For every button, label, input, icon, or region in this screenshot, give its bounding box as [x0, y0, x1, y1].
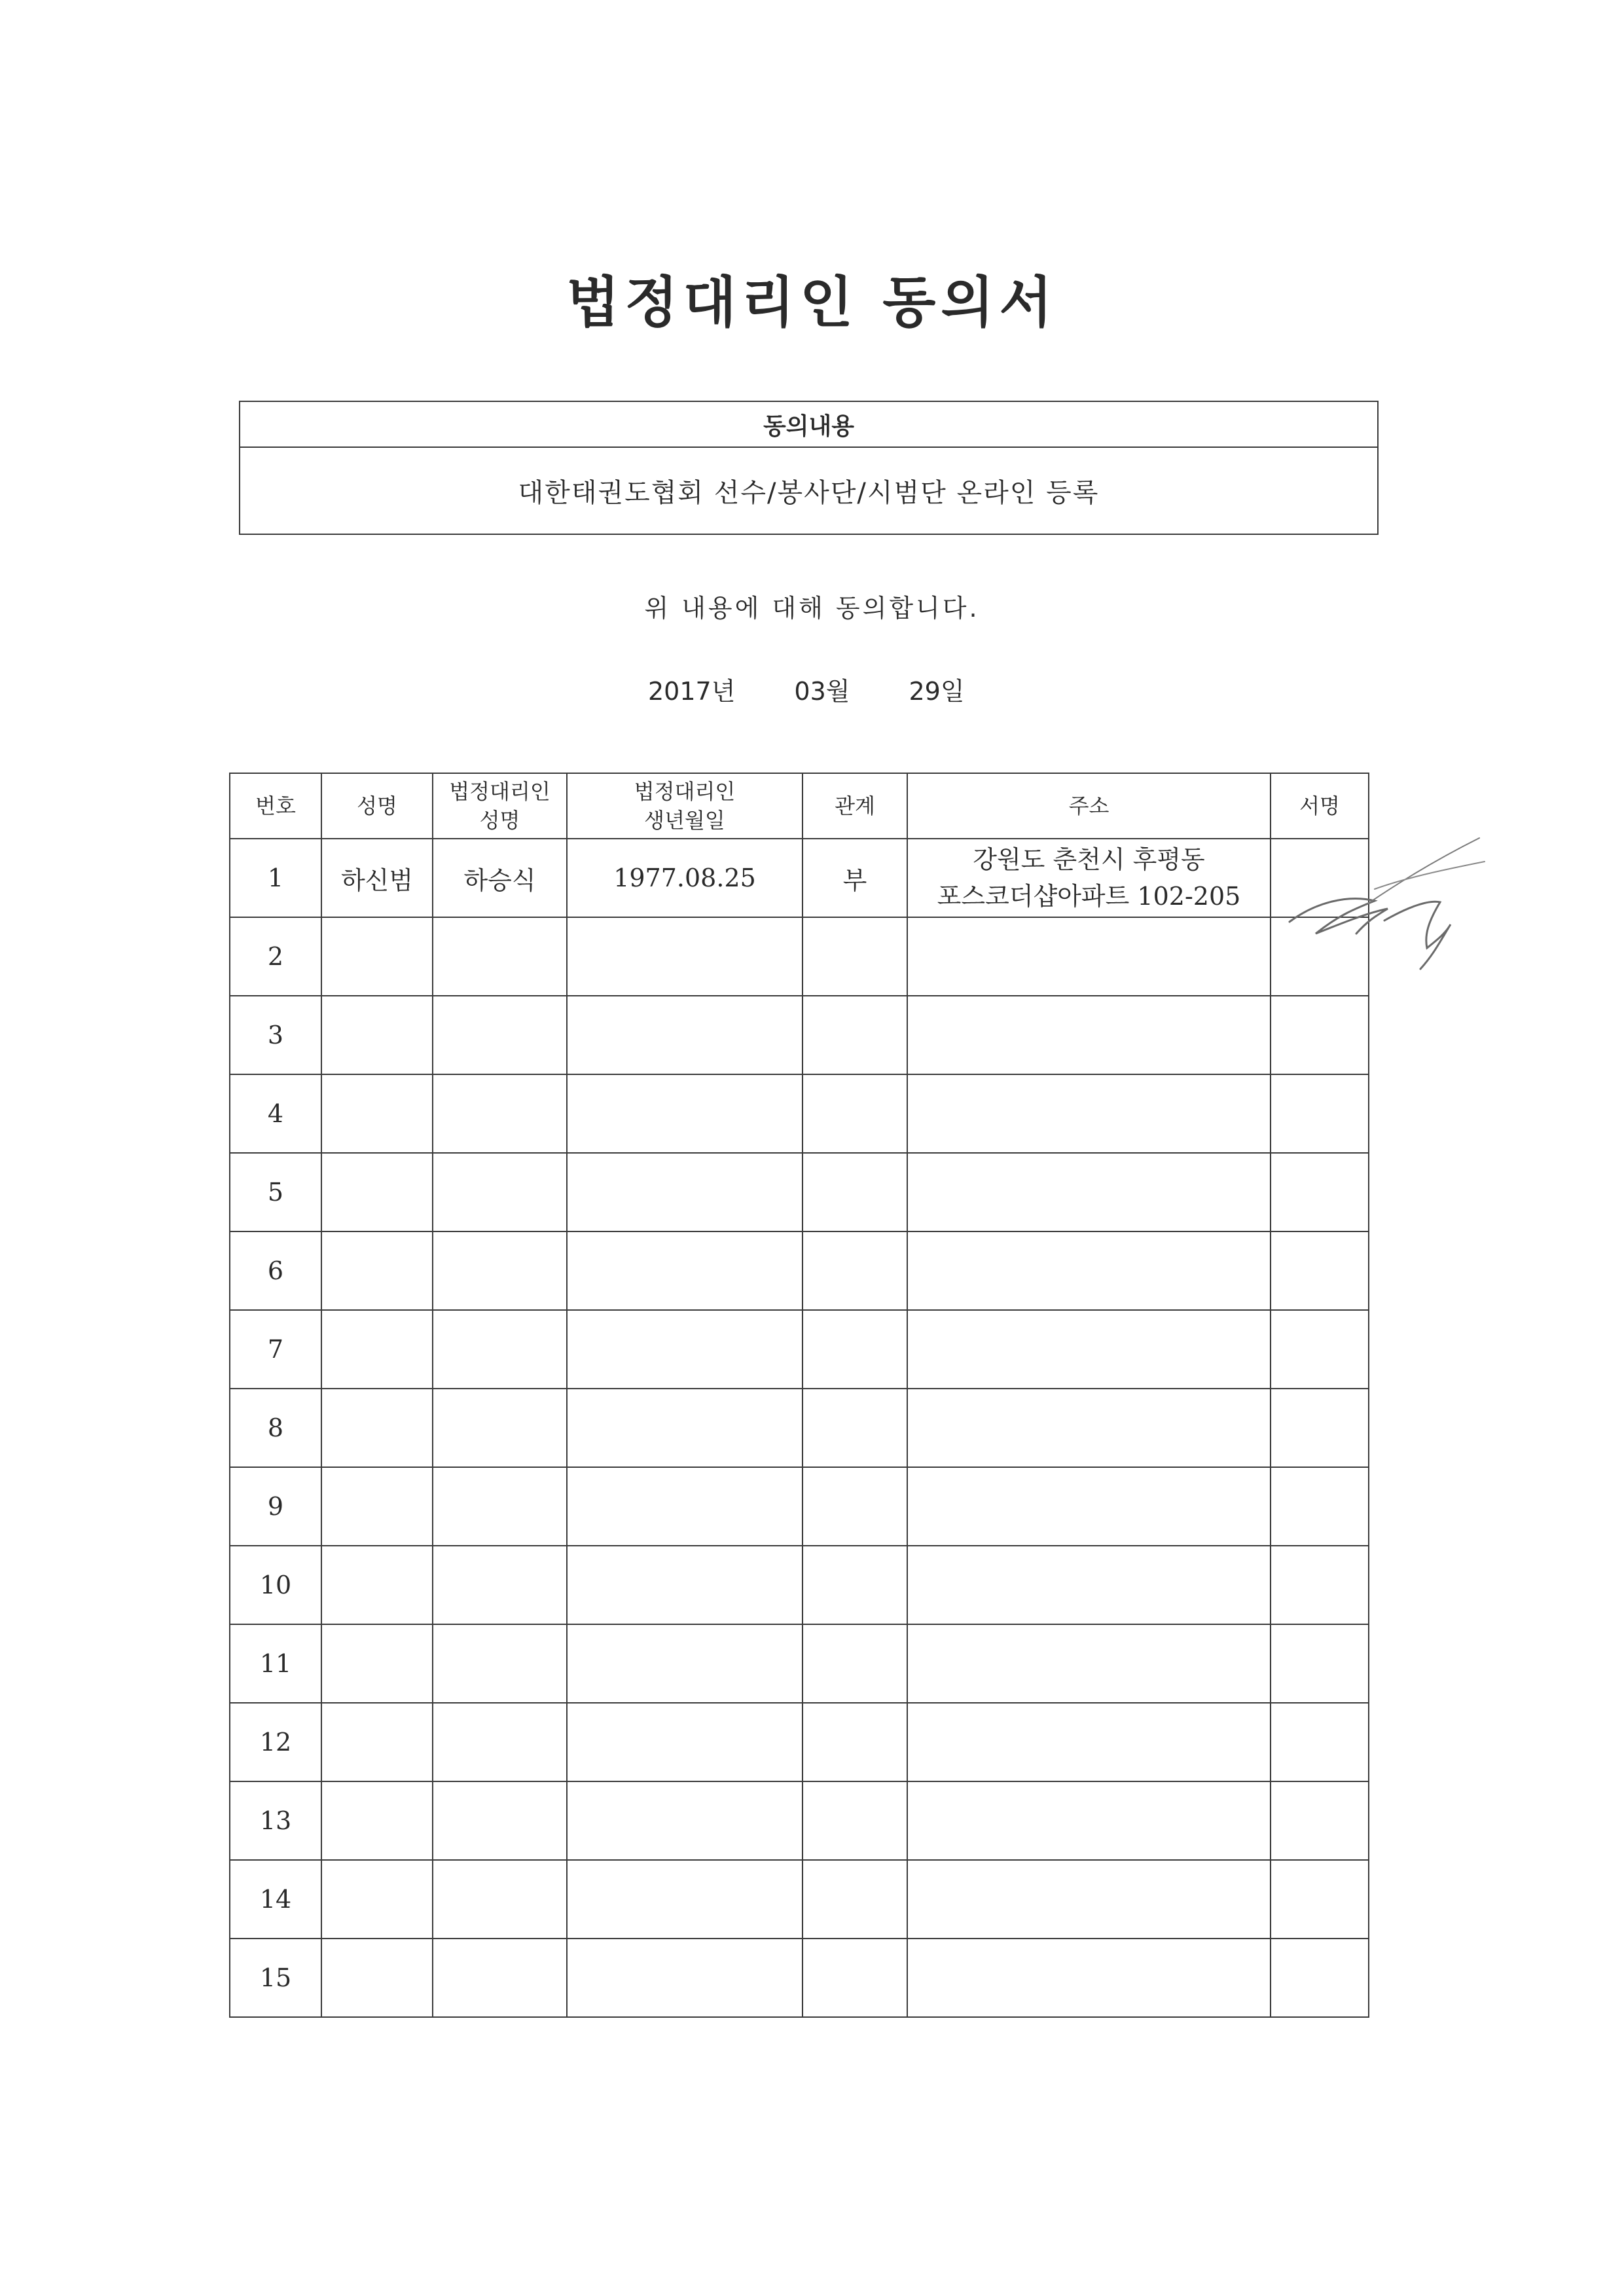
row-address — [907, 1860, 1271, 1939]
table-row — [230, 1939, 1369, 2017]
row-number: 3 — [230, 996, 321, 1074]
row-number: 8 — [230, 1389, 321, 1467]
row-name: 하신범 — [321, 839, 433, 917]
header-guardian-birth-line1: 법정대리인 — [634, 779, 736, 804]
row-guardian-name — [433, 1939, 567, 2017]
header-address: 주소 — [907, 773, 1271, 839]
row-relation — [803, 917, 907, 996]
row-guardian-birth — [567, 1703, 803, 1781]
row-guardian-birth — [567, 1074, 803, 1153]
header-guardian-birth-line2: 생년월일 — [644, 808, 725, 833]
row-guardian-name: 하승식 — [433, 839, 567, 917]
row-name — [321, 1467, 433, 1546]
row-guardian-name — [433, 1703, 567, 1781]
row-number: 5 — [230, 1153, 321, 1231]
row-name — [321, 1389, 433, 1467]
row-guardian-name — [433, 1860, 567, 1939]
row-guardian-birth — [567, 1860, 803, 1939]
row-address — [907, 1153, 1271, 1231]
agree-statement: 위 내용에 대해 동의합니다. — [644, 594, 980, 623]
table-row — [230, 1624, 1369, 1703]
row-guardian-birth — [567, 1939, 803, 2017]
table-row — [230, 1231, 1369, 1310]
date-line — [648, 671, 965, 707]
row-guardian-name — [433, 1467, 567, 1546]
header-sign: 서명 — [1271, 773, 1369, 839]
header-name: 성명 — [321, 773, 433, 839]
row-address — [907, 1703, 1271, 1781]
row-guardian-birth — [567, 1546, 803, 1624]
consent-box — [239, 401, 1379, 535]
table-row — [230, 1389, 1369, 1467]
row-address — [907, 1781, 1271, 1860]
row-address-line1: 강원도 춘천시 후평동 — [973, 845, 1205, 874]
row-address — [907, 1624, 1271, 1703]
date-month: 03월 — [794, 677, 850, 706]
header-no: 번호 — [230, 773, 321, 839]
row-number: 12 — [230, 1703, 321, 1781]
row-number: 15 — [230, 1939, 321, 2017]
document-title: 법정대리인 동의서 — [566, 270, 1058, 335]
row-relation — [803, 1624, 907, 1703]
row-relation — [803, 1467, 907, 1546]
row-guardian-name — [433, 1074, 567, 1153]
row-address — [907, 1310, 1271, 1389]
table-row — [230, 996, 1369, 1074]
header-guardian-name-line2: 성명 — [479, 808, 520, 833]
row-relation — [803, 1703, 907, 1781]
row-number: 13 — [230, 1781, 321, 1860]
row-guardian-birth — [567, 1781, 803, 1860]
row-relation — [803, 1860, 907, 1939]
row-number: 11 — [230, 1624, 321, 1703]
handwritten-signature — [1276, 824, 1492, 974]
header-guardian-birth — [567, 773, 803, 839]
row-relation — [803, 1939, 907, 2017]
header-relation: 관계 — [803, 773, 907, 839]
table-row — [230, 1781, 1369, 1860]
row-guardian-name — [433, 1310, 567, 1389]
table-row — [230, 1860, 1369, 1939]
row-sign — [1271, 1074, 1369, 1153]
row-address — [907, 917, 1271, 996]
row-guardian-birth — [567, 1310, 803, 1389]
row-address — [907, 996, 1271, 1074]
row-name — [321, 1624, 433, 1703]
row-guardian-birth — [567, 996, 803, 1074]
row-sign — [1271, 1860, 1369, 1939]
consent-header: 동의내용 — [240, 402, 1377, 448]
row-guardian-birth — [567, 1467, 803, 1546]
row-name — [321, 1781, 433, 1860]
date-year: 2017년 — [648, 677, 736, 706]
row-guardian-birth — [567, 1624, 803, 1703]
row-sign — [1271, 1231, 1369, 1310]
row-address-line2: 포스코더샵아파트 102-205 — [937, 882, 1241, 911]
row-name — [321, 1703, 433, 1781]
row-relation — [803, 996, 907, 1074]
row-sign — [1271, 1153, 1369, 1231]
row-address — [907, 1467, 1271, 1546]
table-row — [230, 1546, 1369, 1624]
row-guardian-name — [433, 996, 567, 1074]
row-number: 10 — [230, 1546, 321, 1624]
row-name — [321, 1310, 433, 1389]
row-number: 14 — [230, 1860, 321, 1939]
row-sign — [1271, 1703, 1369, 1781]
table-row — [230, 1074, 1369, 1153]
row-address — [907, 1074, 1271, 1153]
row-guardian-name — [433, 1546, 567, 1624]
row-name — [321, 1546, 433, 1624]
row-name — [321, 996, 433, 1074]
row-guardian-birth — [567, 1153, 803, 1231]
row-name — [321, 1153, 433, 1231]
row-name — [321, 1074, 433, 1153]
header-guardian-name — [433, 773, 567, 839]
table-header-row — [230, 773, 1369, 839]
row-guardian-birth — [567, 1231, 803, 1310]
row-address — [907, 839, 1271, 917]
row-guardian-name — [433, 917, 567, 996]
row-relation — [803, 1231, 907, 1310]
row-name — [321, 1939, 433, 2017]
row-relation — [803, 1389, 907, 1467]
row-sign — [1271, 1624, 1369, 1703]
row-sign — [1271, 1939, 1369, 2017]
row-guardian-name — [433, 1781, 567, 1860]
row-guardian-birth — [567, 917, 803, 996]
row-number: 1 — [230, 839, 321, 917]
row-address — [907, 1546, 1271, 1624]
row-relation — [803, 1546, 907, 1624]
row-name — [321, 1231, 433, 1310]
row-guardian-name — [433, 1389, 567, 1467]
row-relation: 부 — [803, 839, 907, 917]
row-relation — [803, 1153, 907, 1231]
table-row — [230, 1310, 1369, 1389]
row-number: 9 — [230, 1467, 321, 1546]
row-number: 4 — [230, 1074, 321, 1153]
row-guardian-name — [433, 1231, 567, 1310]
row-address — [907, 1939, 1271, 2017]
row-relation — [803, 1074, 907, 1153]
row-guardian-birth — [567, 1389, 803, 1467]
row-relation — [803, 1781, 907, 1860]
guardian-table — [229, 773, 1369, 2018]
row-address — [907, 1389, 1271, 1467]
date-day: 29일 — [909, 677, 965, 706]
table-row — [230, 1467, 1369, 1546]
row-number: 2 — [230, 917, 321, 996]
row-sign — [1271, 1546, 1369, 1624]
table-body — [230, 839, 1369, 2017]
row-guardian-name — [433, 1624, 567, 1703]
row-name — [321, 1860, 433, 1939]
table-row — [230, 1703, 1369, 1781]
header-guardian-name-line1: 법정대리인 — [449, 779, 550, 804]
row-relation — [803, 1310, 907, 1389]
table-row — [230, 839, 1369, 917]
table-row — [230, 1153, 1369, 1231]
row-number: 7 — [230, 1310, 321, 1389]
row-sign — [1271, 1781, 1369, 1860]
row-guardian-birth: 1977.08.25 — [567, 839, 803, 917]
row-address — [907, 1231, 1271, 1310]
consent-content: 대한태권도협회 선수/봉사단/시범단 온라인 등록 — [518, 478, 1100, 508]
row-sign — [1271, 1467, 1369, 1546]
row-sign — [1271, 1389, 1369, 1467]
row-name — [321, 917, 433, 996]
row-guardian-name — [433, 1153, 567, 1231]
row-number: 6 — [230, 1231, 321, 1310]
row-sign — [1271, 1310, 1369, 1389]
row-sign — [1271, 996, 1369, 1074]
table-row — [230, 917, 1369, 996]
